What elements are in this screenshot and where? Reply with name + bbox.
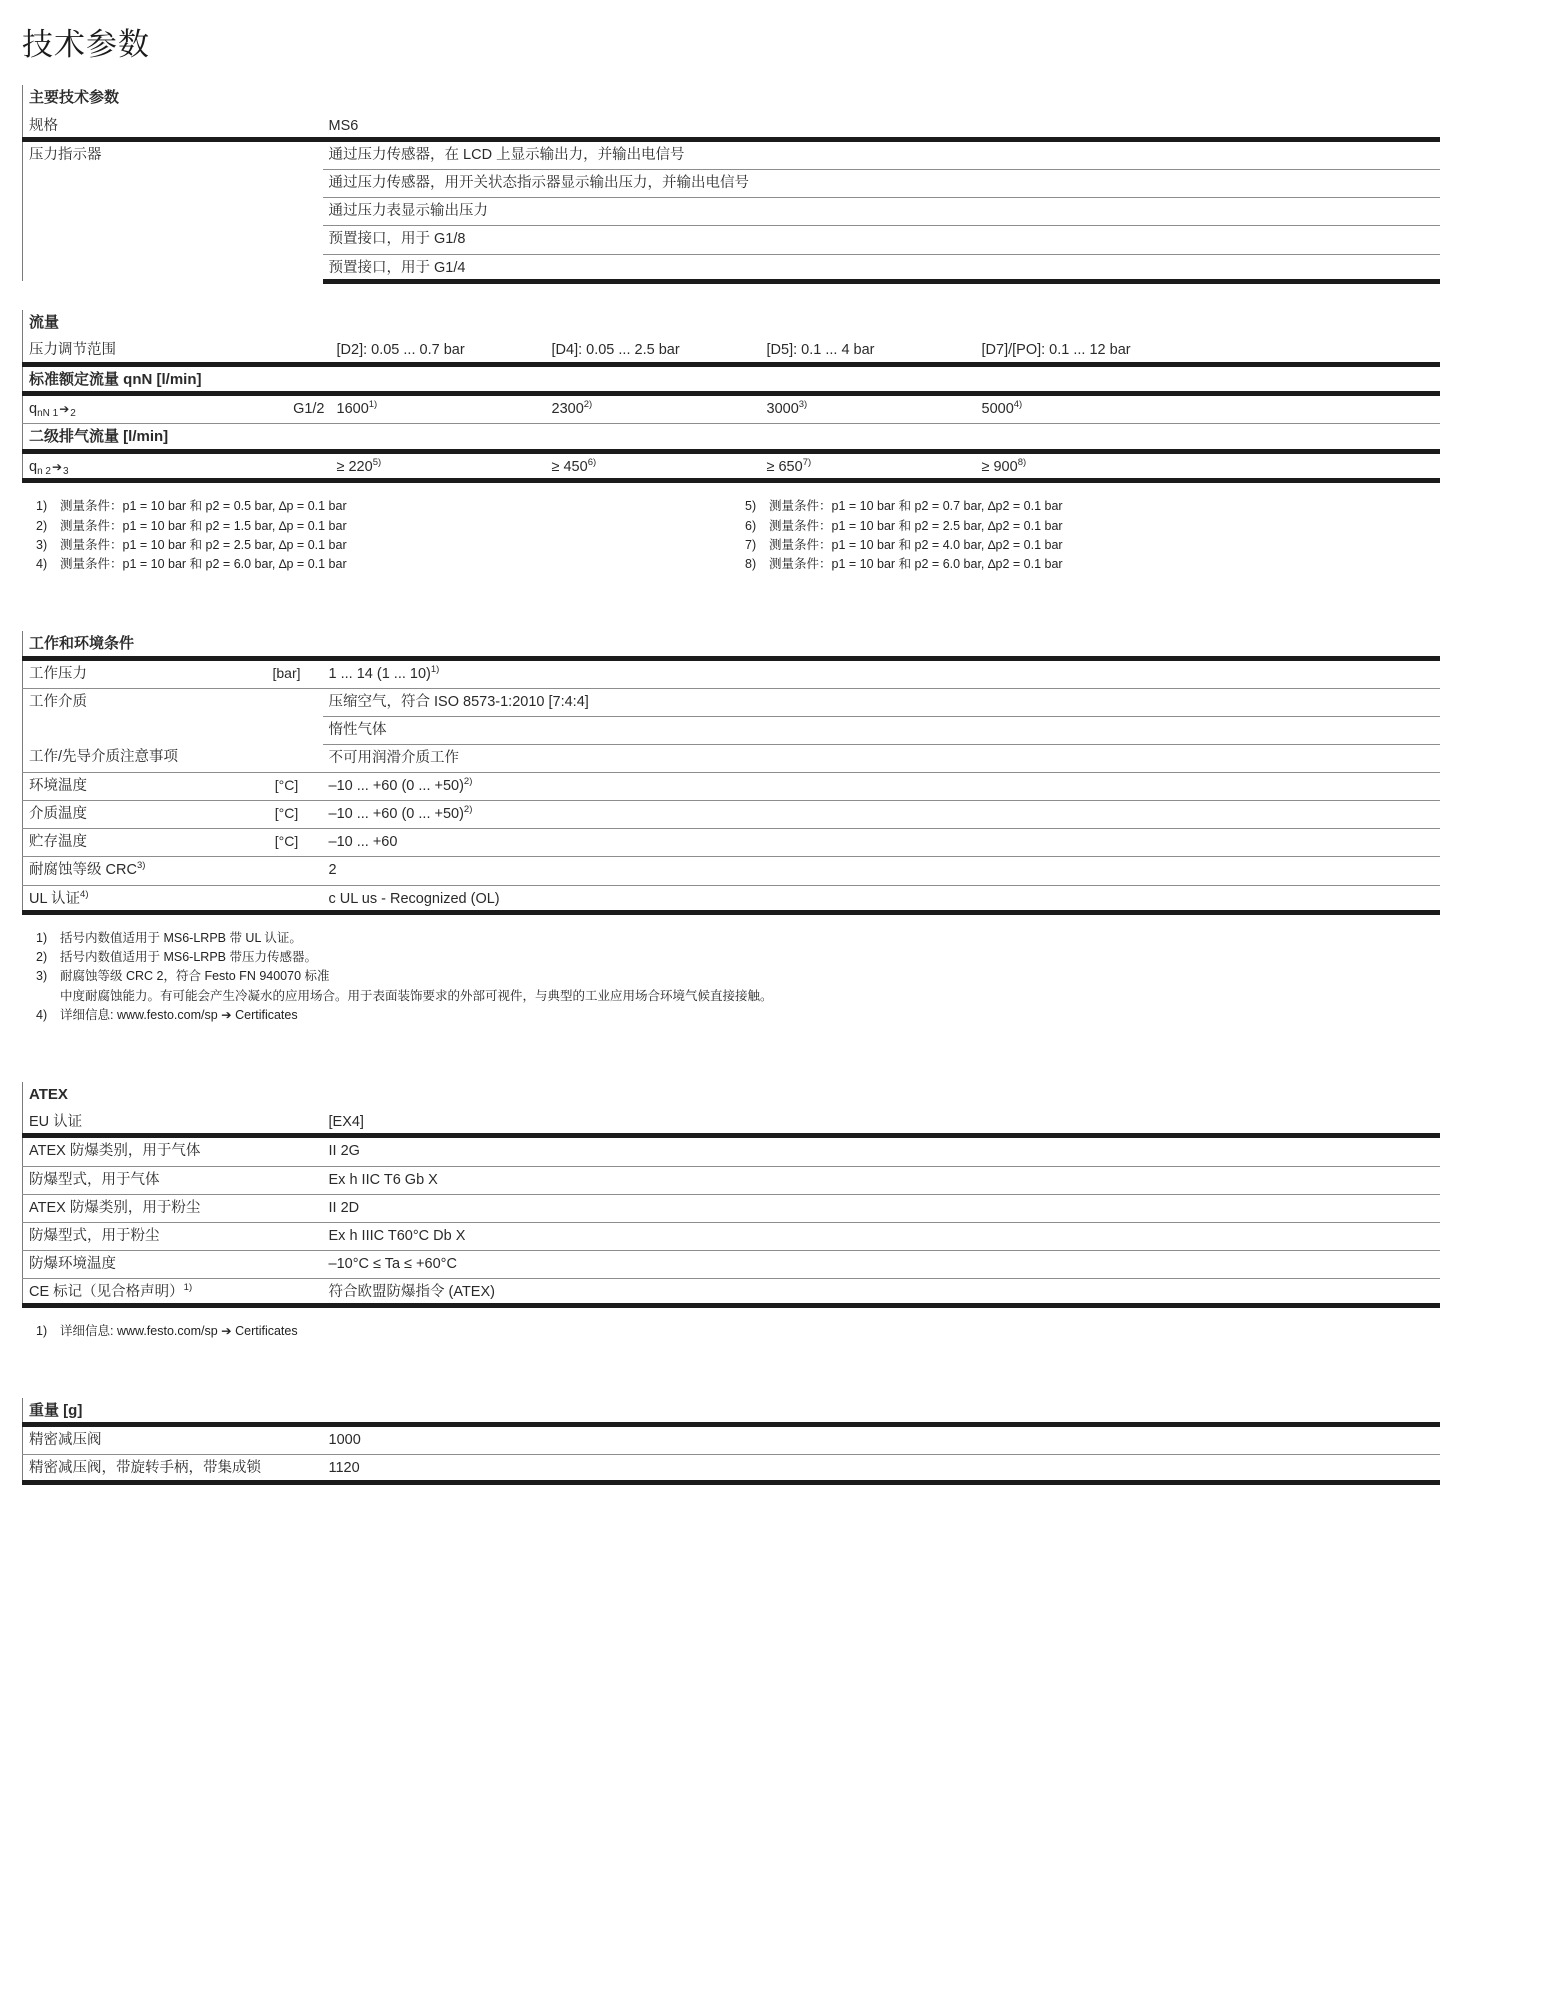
row-unit [251,744,323,772]
label-text: 耐腐蚀等级 CRC [29,862,137,879]
row-value-qnn-d5 [761,394,976,424]
row-unit: [°C] [251,801,323,829]
spacer [22,575,1440,631]
footnote-marker: 7) [802,457,812,469]
table-row [23,1398,1441,1425]
row-value-atex-ambient-temp: –10°C ≤ Ta ≤ +60°C [323,1250,1441,1278]
row-value-atex-gas-category: II 2G [323,1136,1441,1166]
value-text: 1600 [336,401,369,418]
section-heading-main-specs: 主要技术参数 [23,85,1441,113]
footnote-marker: 5) [372,457,382,469]
row-label-pressure-indicator: 压力指示器 [23,140,323,282]
row-value-qnn-d4 [546,394,761,424]
row-value-medium-temp [323,801,1441,829]
table-row [23,1166,1441,1194]
footnote-text: 测量条件：p1 = 10 bar 和 p2 = 6.0 bar, ∆p2 = 0.1 bar [769,557,1063,572]
table-row [23,452,1441,481]
row-label-atex-dust-type: 防爆型式，用于粉尘 [23,1222,323,1250]
row-unit: [bar] [251,658,323,688]
row-label-operating-pressure: 工作压力 [23,658,251,688]
footnote-marker: 8) [1017,457,1027,469]
footnote-item [22,497,731,516]
row-value-ul-cert: c UL us - Recognized (OL) [323,885,1441,912]
footnote-text: 详细信息: www.festo.com/sp ➔ Certificates [60,1008,298,1023]
footnote-marker: 3) [798,399,808,411]
row-value-eu-cert: [EX4] [323,1109,1441,1136]
footnote-text: 中度耐腐蚀能力。有可能会产生冷凝水的应用场合。用于表面装饰要求的外部可视件，与典型的工业应用场合环境气候直接接触。 [60,988,773,1003]
footnote-marker: 1) [430,663,440,675]
row-value-atex-dust-type: Ex h IIIC T60°C Db X [323,1222,1441,1250]
row-value-storage-temp: –10 ... +60 [323,829,1441,857]
atex-table [22,1082,1440,1309]
symbol-subscript: nN 1 [37,408,59,420]
footnote-number: 1) [36,1324,48,1339]
section-heading-weight: 重量 [g] [23,1398,1441,1425]
table-row [23,310,1441,338]
footnote-text: 测量条件：p1 = 10 bar 和 p2 = 2.5 bar, ∆p2 = 0.1 bar [769,518,1063,533]
footnote-marker: 1) [183,1282,193,1294]
footnote-item [22,1322,1440,1341]
table-row [23,1109,1441,1136]
value-text: 5000 [981,401,1014,418]
row-value-pressure-range-d7: [D7]/[PO]: 0.1 ... 12 bar [976,337,1441,364]
row-value-pressure-indicator: 通过压力表显示输出压力 [323,198,1441,226]
row-label-storage-temp: 贮存温度 [23,829,251,857]
row-label-crc [23,857,251,885]
row-label-atex-dust-category: ATEX 防爆类别，用于粉尘 [23,1194,323,1222]
row-value-pressure-indicator: 预置接口，用于 G1/4 [323,254,1441,281]
footnote-number: 1) [36,499,48,514]
row-label-eu-cert: EU 认证 [23,1109,323,1136]
footnote-text: 测量条件：p1 = 10 bar 和 p2 = 4.0 bar, ∆p2 = 0.1 bar [769,538,1063,553]
table-row [23,1250,1441,1278]
footnote-marker: 2) [463,804,473,816]
table-row [23,337,1441,364]
footnote-text: 括号内数值适用于 MS6-LRPB 带 UL 认证。 [60,930,302,945]
footnote-number: 8) [745,557,757,572]
footnote-item [731,555,1440,574]
row-label-medium-note: 工作/先导介质注意事项 [23,744,251,772]
table-row [23,424,1441,452]
symbol-subscript2: 3 [63,466,69,478]
footnote-text: 测量条件：p1 = 10 bar 和 p2 = 6.0 bar, ∆p = 0.1 bar [60,557,347,572]
row-value-operating-medium-inert: 惰性气体 [323,716,1441,744]
footnote-text: 测量条件：p1 = 10 bar 和 p2 = 1.5 bar, ∆p = 0.1 bar [60,518,347,533]
table-row [23,394,1441,424]
section-heading-nominal-flow: 标准额定流量 qnN [l/min] [23,364,1441,394]
row-value-ce-marking: 符合欧盟防爆指令 (ATEX) [323,1279,1441,1306]
row-value-pressure-indicator: 通过压力传感器，在 LCD 上显示输出力，并输出电信号 [323,140,1441,170]
footnote-text: 测量条件：p1 = 10 bar 和 p2 = 2.5 bar, ∆p = 0.1 bar [60,538,347,553]
row-value-thread: G1/2 [253,394,331,424]
footnote-column [22,1322,1440,1341]
value-text: ≥ 450 [551,459,588,476]
table-row [23,140,1441,170]
table-row [23,773,1441,801]
row-value-pressure-indicator: 预置接口，用于 G1/8 [323,226,1441,254]
table-row [23,1136,1441,1166]
section-heading-atex: ATEX [23,1082,1441,1110]
footnote-column-right [731,497,1440,575]
operating-footnotes [22,929,1440,1026]
symbol-subscript2: 2 [70,408,76,420]
row-label-qn23 [23,452,331,481]
row-unit [251,857,323,885]
spacer [22,1026,1440,1082]
table-row [23,85,1441,113]
footnote-text: 测量条件：p1 = 10 bar 和 p2 = 0.5 bar, ∆p = 0.1 bar [60,499,347,514]
section-heading-exhaust-flow: 二级排气流量 [l/min] [23,424,1441,452]
footnote-number: 4) [36,1008,48,1023]
table-row [23,1455,1441,1482]
footnote-item [22,948,1440,967]
row-value-crc: 2 [323,857,1441,885]
atex-footnotes [22,1322,1440,1341]
row-label-ambient-temp: 环境温度 [23,773,251,801]
footnote-number: 5) [745,499,757,514]
row-value-atex-gas-type: Ex h IIC T6 Gb X [323,1166,1441,1194]
footnote-number: 2) [36,518,48,533]
row-value-spec: MS6 [323,113,1441,140]
row-label-atex-gas-type: 防爆型式，用于气体 [23,1166,323,1194]
row-value-weight-regulator: 1000 [323,1425,1441,1455]
footnote-column-left [22,497,731,575]
row-label-ce-marking [23,1279,323,1306]
table-row [23,829,1441,857]
main-specs-table [22,85,1440,284]
row-value-qnn-d2 [331,394,546,424]
arrow-icon: ➔ [51,460,63,475]
footnote-number: 7) [745,538,757,553]
table-row [23,1279,1441,1306]
section-heading-flow: 流量 [23,310,1441,338]
footnote-number: 3) [36,969,48,984]
weight-table [22,1398,1440,1485]
operating-conditions-table [22,631,1440,915]
table-row [23,801,1441,829]
symbol-subscript: n 2 [37,466,51,478]
footnote-marker: 4) [1013,399,1023,411]
row-label-spec: 规格 [23,113,323,140]
row-unit: [°C] [251,829,323,857]
page-title: 技术参数 [22,27,150,62]
footnote-marker: 1) [368,399,378,411]
row-unit [251,688,323,744]
row-value-operating-pressure [323,658,1441,688]
row-unit: [°C] [251,773,323,801]
row-label-atex-ambient-temp: 防爆环境温度 [23,1250,323,1278]
table-row [23,885,1441,912]
table-row [23,857,1441,885]
row-value-qn23-d7 [976,452,1441,481]
label-text: UL 认证 [29,890,81,907]
footnote-marker: 6) [587,457,597,469]
footnote-item [731,517,1440,536]
value-text: ≥ 220 [336,459,373,476]
row-unit [251,885,323,912]
footnote-item [731,497,1440,516]
footnote-marker: 3) [136,860,146,872]
footnote-item [731,536,1440,555]
symbol-q: q [29,459,38,476]
row-value-pressure-indicator: 通过压力传感器，用开关状态指示器显示输出压力，并输出电信号 [323,170,1441,198]
row-label-operating-medium: 工作介质 [23,688,251,744]
arrow-icon: ➔ [59,402,70,417]
row-label-weight-regulator: 精密减压阀 [23,1425,323,1455]
footnote-marker: 4) [80,888,89,900]
footnote-text: 括号内数值适用于 MS6-LRPB 带压力传感器。 [60,950,317,965]
section-heading-operating: 工作和环境条件 [23,631,1441,658]
flow-table [22,310,1440,484]
footnote-item [22,929,1440,948]
row-value-operating-medium: 压缩空气，符合 ISO 8573-1:2010 [7:4:4] [323,688,1441,716]
footnote-text: 耐腐蚀等级 CRC 2，符合 Festo FN 940070 标准 [60,969,330,984]
row-label-ul-cert [23,885,251,912]
row-value-ambient-temp [323,773,1441,801]
value-text: ≥ 900 [981,459,1018,476]
row-value-pressure-range-d2: [D2]: 0.05 ... 0.7 bar [331,337,546,364]
value-text: 2300 [551,401,584,418]
flow-footnotes [22,497,1440,575]
row-label-qnn [23,394,253,424]
label-text: CE 标记（见合格声明） [29,1284,184,1301]
symbol-q: q [29,401,38,418]
row-label-weight-regulator-lockable: 精密减压阀，带旋转手柄，带集成锁 [23,1455,323,1482]
footnote-item [22,555,731,574]
table-row [23,744,1441,772]
row-value-medium-note: 不可用润滑介质工作 [323,744,1441,772]
footnote-item [22,987,1440,1006]
footnote-number: 4) [36,557,48,572]
spacer [22,1342,1440,1398]
row-label-atex-gas-category: ATEX 防爆类别，用于气体 [23,1136,323,1166]
row-label-medium-temp: 介质温度 [23,801,251,829]
row-value-qn23-d4 [546,452,761,481]
row-value-pressure-range-d5: [D5]: 0.1 ... 4 bar [761,337,976,364]
footnote-marker: 2) [463,776,473,788]
footnote-number: 3) [36,538,48,553]
value-text: –10 ... +60 (0 ... +50) [328,778,464,795]
row-value-qn23-d2 [331,452,546,481]
footnote-number: 6) [745,518,757,533]
row-label-pressure-range: 压力调节范围 [23,337,331,364]
row-value-atex-dust-category: II 2D [323,1194,1441,1222]
row-value-weight-regulator-lockable: 1120 [323,1455,1441,1482]
footnote-number: 1) [36,930,48,945]
footnote-text: 测量条件：p1 = 10 bar 和 p2 = 0.7 bar, ∆p2 = 0.1 bar [769,499,1063,514]
footnote-text: 详细信息: www.festo.com/sp ➔ Certificates [60,1324,298,1339]
table-row [23,1194,1441,1222]
spacer [22,284,1440,310]
footnote-item [22,1006,1440,1025]
value-text: –10 ... +60 (0 ... +50) [328,806,464,823]
table-row [23,1222,1441,1250]
table-row [23,364,1441,394]
table-row [23,113,1441,140]
table-row [23,658,1441,688]
table-row [23,688,1441,716]
table-row [23,1425,1441,1455]
value-text: ≥ 650 [766,459,803,476]
table-row [23,631,1441,658]
row-value-qn23-d5 [761,452,976,481]
footnote-number: 2) [36,950,48,965]
row-value-pressure-range-d4: [D4]: 0.05 ... 2.5 bar [546,337,761,364]
row-value-qnn-d7 [976,394,1441,424]
footnote-item [22,517,731,536]
table-row [23,1082,1441,1110]
value-text: 1 ... 14 (1 ... 10) [328,665,431,682]
footnote-item [22,536,731,555]
footnote-item [22,967,1440,986]
footnote-marker: 2) [583,399,593,411]
value-text: 3000 [766,401,799,418]
footnote-column [22,929,1440,1026]
